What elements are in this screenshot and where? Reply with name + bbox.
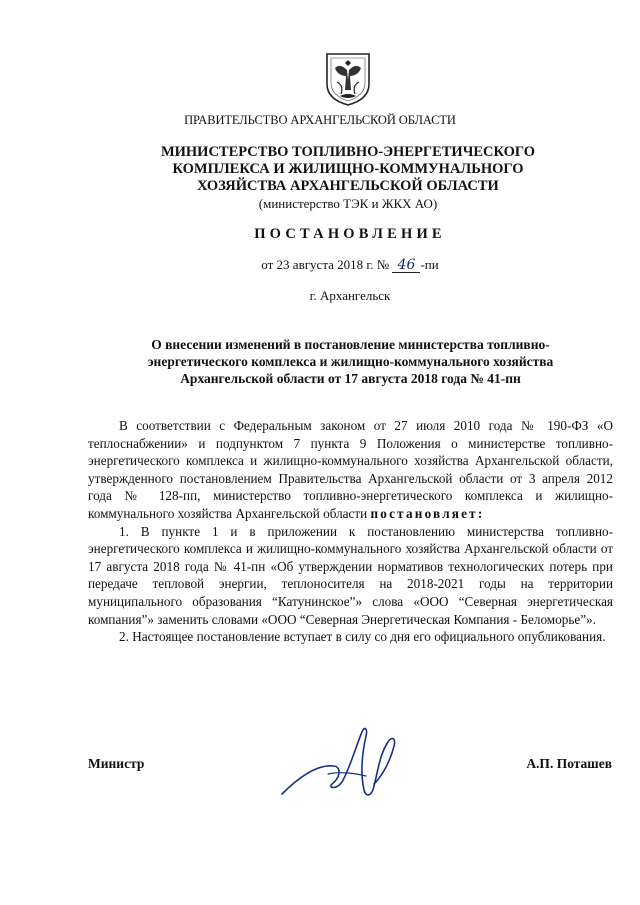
preamble-paragraph — [88, 417, 613, 523]
decree-body — [88, 417, 613, 646]
decree-subject — [88, 336, 613, 387]
ministry-name — [0, 144, 640, 212]
signatory-position: Министр — [88, 756, 145, 771]
decree-city: г. Архангельск — [309, 288, 391, 303]
decree-number: 46 — [392, 259, 420, 273]
decree-date: от 23 августа 2018 г. № — [261, 257, 390, 272]
item-2-paragraph: 2. Настоящее постановление вступает в силу со дня его официального опубликования. — [119, 629, 606, 645]
subject-line: энергетического комплекса и жилищно-коммунального хозяйства — [147, 354, 554, 369]
subject-line: Архангельской области от 17 августа 2018 года № 41-пн — [180, 371, 521, 386]
ministry-line: ХОЗЯЙСТВА АРХАНГЕЛЬСКОЙ ОБЛАСТИ — [197, 178, 499, 194]
ministry-line: МИНИСТЕРСТВО ТОПЛИВНО-ЭНЕРГЕТИЧЕСКОГО — [160, 144, 536, 160]
ministry-line: КОМПЛЕКСА И ЖИЛИЩНО-КОММУНАЛЬНОГО — [172, 161, 524, 177]
preamble-text: В соответствии с Федеральным законом от 27 июля 2010 года № 190-ФЗ «О теплоснабжении» и подпунктом 7 пункта 9 Положения о министерстве топливно-энергетического комплекса и жилищно-коммунального хозяйства Архангельской области, утвержденного постановлением Правительства Архангельской области от 3 апреля 2012 года № 128-пп, министерство топливно-энергетического комплекса и жилищно-коммунального хозяйства Архангельской области — [88, 418, 613, 521]
document-title: ПОСТАНОВЛЕНИЕ — [254, 226, 446, 242]
government-name: ПРАВИТЕЛЬСТВО АРХАНГЕЛЬСКОЙ ОБЛАСТИ — [184, 113, 456, 127]
signatory-name: А.П. Поташев — [526, 756, 612, 771]
coat-of-arms-icon — [323, 50, 373, 106]
subject-line: О внесении изменений в постановление министерства топливно- — [151, 337, 550, 352]
decides-punct: : — [477, 505, 485, 521]
item-1-paragraph: 1. В пункте 1 и в приложении к постановлению министерства топливно-энергетического комплекса и жилищно-коммунального хозяйства Архангельской области от 17 августа 2018 года № 41-пн «Об утверждении нормативов технологических потерь при передаче тепловой энергии, теплоносителя на 2018-2021 годы на территории муниципального образования “Катунинское”» слова «ООО “Северная энергетическая компания”» заменить словами «ООО “Северная Энергетическая Компания - Беломорье”». — [88, 523, 613, 627]
ministry-short-name: (министерство ТЭК и ЖКХ АО) — [258, 196, 438, 211]
decree-date-number — [0, 257, 640, 273]
decree-number-suffix: -пи — [420, 257, 439, 272]
handwritten-signature — [270, 706, 410, 816]
decides-word: постановляет — [370, 505, 478, 521]
